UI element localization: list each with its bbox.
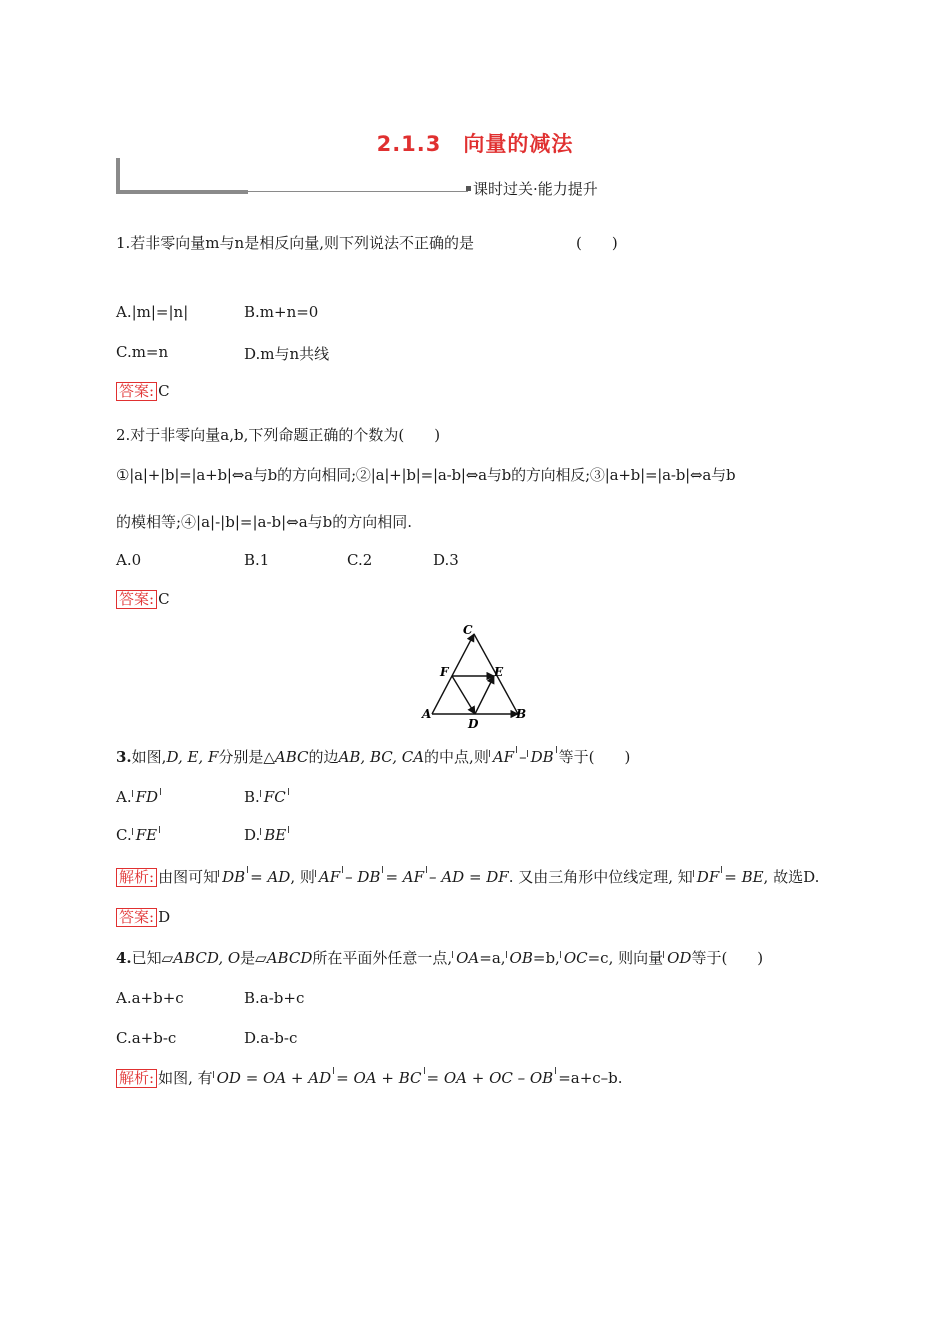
q3-text: 如图, bbox=[131, 748, 167, 766]
q4-option-c: C.a+b-c bbox=[116, 1029, 177, 1047]
q2-answer bbox=[116, 590, 170, 609]
q3-text: 的边 bbox=[308, 748, 339, 766]
analysis-badge: 解析: bbox=[116, 1069, 157, 1088]
q2-stem: 2.对于非零向量a,b,下列命题正确的个数为( ) bbox=[116, 426, 441, 444]
q3-points: D, E, F bbox=[166, 748, 219, 766]
q2-line-1: ①|a|+|b|=|a+b|⇔a与b的方向相同;②|a|+|b|=|a-b|⇔a与b的方向相反;③|a+b|=|a-b|⇔a与b bbox=[116, 466, 736, 484]
q2-option-d: D.3 bbox=[433, 551, 459, 569]
q3-text: 等于( ) bbox=[558, 748, 631, 766]
q3-vector-af: AF bbox=[489, 748, 514, 766]
q3-answer-value: D bbox=[158, 908, 171, 926]
q1-option-c: C.m=n bbox=[116, 343, 169, 361]
vector-tick bbox=[556, 746, 557, 753]
q4-vector-oc: OC bbox=[560, 949, 588, 967]
label-e: E bbox=[494, 665, 504, 679]
label-d: D bbox=[468, 717, 479, 731]
label-f: F bbox=[440, 665, 449, 679]
q4-option-b: B.a-b+c bbox=[244, 989, 305, 1007]
q1-paren: ( ) bbox=[576, 234, 618, 252]
q3-option-b: B. FC bbox=[244, 788, 291, 806]
section-banner: 课时过关·能力提升 bbox=[473, 180, 598, 198]
q2-option-c: C.2 bbox=[347, 551, 373, 569]
q4-option-a: A.a+b+c bbox=[116, 989, 184, 1007]
q3-minus: – bbox=[519, 748, 527, 766]
q3-sides: AB, BC, CA bbox=[338, 748, 425, 766]
q3-option-a: A. FD bbox=[116, 788, 163, 806]
label-a: A bbox=[422, 707, 432, 721]
vector-tick bbox=[516, 746, 517, 753]
q1-stem-text: 1.若非零向量m与n是相反向量,则下列说法不正确的是 bbox=[116, 234, 474, 252]
q3-vector-db: DB bbox=[527, 748, 554, 766]
segment-de bbox=[475, 676, 494, 714]
q3-answer bbox=[116, 908, 170, 927]
q3-option-c: C. FE bbox=[116, 826, 162, 844]
q1-answer-value: C bbox=[158, 382, 170, 400]
q2-line-2: 的模相等;④|a|-|b|=|a-b|⇔a与b的方向相同. bbox=[116, 513, 413, 531]
banner-bracket-vertical bbox=[116, 158, 120, 194]
q4-number: 4. bbox=[116, 949, 132, 967]
answer-badge: 答案: bbox=[116, 908, 157, 927]
q3-text: 分别是△ bbox=[218, 748, 275, 766]
q4-vector-od: OD bbox=[663, 949, 691, 967]
label-b: B bbox=[516, 707, 527, 721]
page-title: 2.1.3 向量的减法 bbox=[376, 132, 574, 156]
q4-stem: 4.已知▱ABCD, O是▱ABCD所在平面外任意一点, OA=a, OB=b, OC=c, 则向量 OD等于( ) bbox=[116, 949, 764, 967]
q2-option-a: A.0 bbox=[116, 551, 142, 569]
q4-vector-ob: OB bbox=[506, 949, 533, 967]
analysis-badge: 解析: bbox=[116, 868, 157, 887]
q3-analysis: 解析: 由图可知 DB = AD, 则 AF – DB = AF – AD = DF. 又由三角形中位线定理, 知 DF = BE, 故选D. bbox=[116, 866, 819, 887]
banner-rule bbox=[248, 191, 468, 192]
q1-option-a: A.|m|=|n| bbox=[116, 303, 189, 321]
banner-square-icon bbox=[466, 186, 471, 191]
q1-option-d: D.m与n共线 bbox=[244, 345, 330, 363]
q4-option-d: D.a-b-c bbox=[244, 1029, 298, 1047]
triangle-figure bbox=[418, 620, 534, 732]
q1-answer bbox=[116, 382, 170, 401]
q3-text: 的中点,则 bbox=[424, 748, 489, 766]
q2-answer-value: C bbox=[158, 590, 170, 608]
q1-stem bbox=[116, 232, 474, 253]
q4-vector-oa: OA bbox=[452, 949, 479, 967]
q3-stem bbox=[116, 746, 630, 767]
q3-triangle: ABC bbox=[274, 748, 309, 766]
answer-badge: 答案: bbox=[116, 590, 157, 609]
q4-analysis: 解析: 如图, 有 OD = OA + AD = OA + BC = OA + OC – OB =a+c–b. bbox=[116, 1067, 623, 1088]
answer-badge: 答案: bbox=[116, 382, 157, 401]
segment-fd bbox=[452, 676, 475, 714]
q1-option-b: B.m+n=0 bbox=[244, 303, 319, 321]
q3-option-d: D. BE bbox=[244, 826, 291, 844]
q3-number: 3. bbox=[116, 748, 132, 766]
q2-option-b: B.1 bbox=[244, 551, 270, 569]
label-c: C bbox=[463, 623, 473, 637]
banner-bracket-horizontal bbox=[116, 190, 248, 194]
